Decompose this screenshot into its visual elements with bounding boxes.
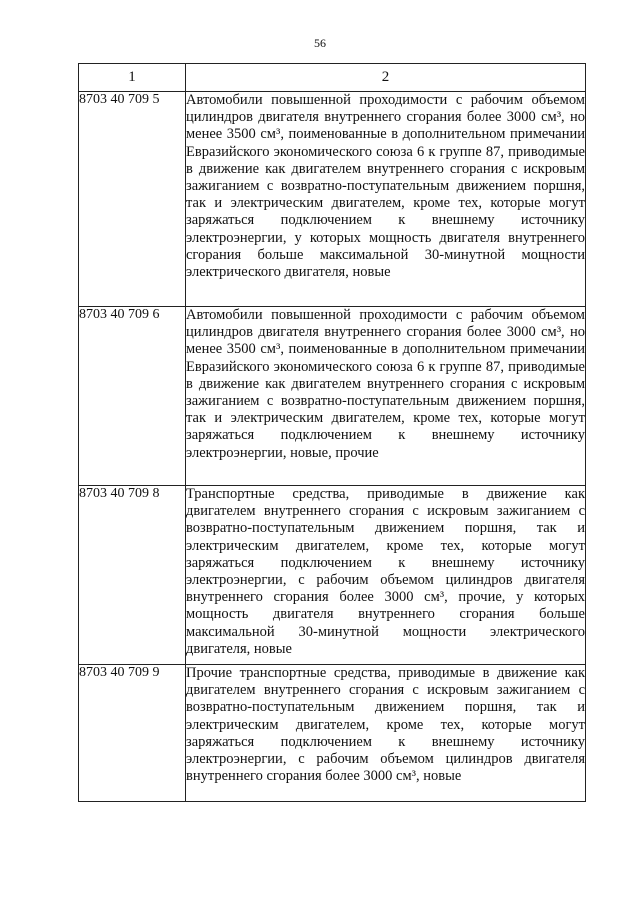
tariff-code: 8703 40 709 9 (79, 665, 186, 802)
tariff-code-table (78, 63, 586, 802)
page-number: 56 (314, 36, 326, 50)
column-header-code: 1 (79, 64, 186, 92)
goods-description: Автомобили повышенной проходимости с рабочим объемом цилиндров двигателя внутреннего сгорания более 3000 см³, но менее 3500 см³, поименованные в дополнительном примечании Евразийского экономического союза 6 к группе 87, приводимые в движение как двигателем внутреннего сгорания с искровым зажиганием с возвратно-поступательным движением поршня, так и электрическим двигателем, кроме тех, которые могут заряжаться подключением к внешнему источнику электроэнергии, новые, прочие (186, 307, 586, 486)
goods-description: Прочие транспортные средства, приводимые в движение как двигателем внутреннего сгорания с искровым зажиганием с возвратно-поступательным движением поршня, так и электрическим двигателем, кроме тех, которые могут заряжаться подключением к внешнему источнику электроэнергии, с рабочим объемом цилиндров двигателя внутреннего сгорания более 3000 см³, новые (186, 665, 586, 802)
table-row (79, 92, 586, 307)
table-row (79, 486, 586, 665)
column-header-description: 2 (186, 64, 586, 92)
tariff-code: 8703 40 709 8 (79, 486, 186, 665)
table-header-row (79, 64, 586, 92)
goods-description: Автомобили повышенной проходимости с рабочим объемом цилиндров двигателя внутреннего сгорания более 3000 см³, но менее 3500 см³, поименованные в дополнительном примечании Евразийского экономического союза 6 к группе 87, приводимые в движение как двигателем внутреннего сгорания с искровым зажиганием с возвратно-поступательным движением поршня, так и электрическим двигателем, кроме тех, которые могут заряжаться подключением к внешнему источнику электроэнергии, у которых мощность двигателя внутреннего сгорания больше максимальной 30-минутной мощности электрического двигателя, новые (186, 92, 586, 307)
tariff-code: 8703 40 709 5 (79, 92, 186, 307)
goods-description: Транспортные средства, приводимые в движение как двигателем внутреннего сгорания с искровым зажиганием с возвратно-поступательным движением поршня, так и электрическим двигателем, кроме тех, которые могут заряжаться подключением к внешнему источнику электроэнергии, с рабочим объемом цилиндров двигателя внутреннего сгорания более 3000 см³, прочие, у которых мощность двигателя внутреннего сгорания больше максимальной 30-минутной мощности электрического двигателя, новые (186, 486, 586, 665)
tariff-code: 8703 40 709 6 (79, 307, 186, 486)
table-row (79, 307, 586, 486)
table-row (79, 665, 586, 802)
